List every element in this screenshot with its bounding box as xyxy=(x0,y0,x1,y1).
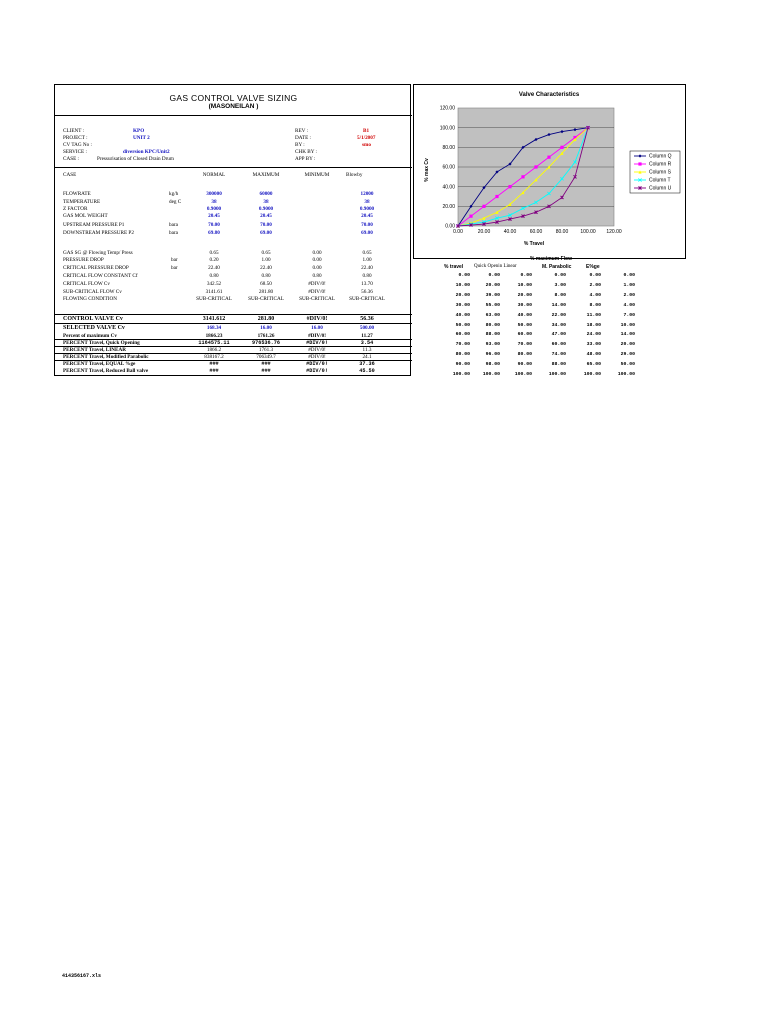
normal-value: ### xyxy=(209,368,219,374)
flow-cell: 11.00 xyxy=(586,312,601,318)
row-label: CRITICAL FLOW Cv xyxy=(63,281,110,287)
project-value: UNIT 2 xyxy=(133,135,150,141)
row-label: UPSTREAM PRESSURE P1 xyxy=(63,222,125,228)
maximum-value: ### xyxy=(261,361,271,367)
chart-title: Valve Characteristics xyxy=(518,92,580,98)
by-value: smo xyxy=(362,142,371,148)
maximum-value: 69.00 xyxy=(260,230,272,236)
normal-value: 0.65 xyxy=(209,250,219,256)
x-tick-label: 120.00 xyxy=(606,229,622,235)
flow-cell: 90.00 xyxy=(517,362,532,368)
flow-cell: 50.00 xyxy=(517,322,532,328)
minimum-value: 0.00 xyxy=(312,257,322,263)
minimum-value: #DIV/0! xyxy=(308,354,326,360)
blowby-value: 24.1 xyxy=(362,354,372,360)
divider xyxy=(55,115,412,116)
minimum-value: SUB-CRITICAL xyxy=(299,296,335,302)
minimum-value: #DIV/0! xyxy=(306,368,328,374)
flow-cell: 93.00 xyxy=(485,342,500,348)
blowby-value: 37.36 xyxy=(359,361,375,367)
service-label: SERVICE : xyxy=(63,149,87,155)
minimum-value: 16.00 xyxy=(311,325,323,331)
valve-characteristics-chart xyxy=(413,84,686,259)
normal-value: 3141.61 xyxy=(205,289,223,295)
case-label: CASE : xyxy=(63,156,79,162)
tag-label: CV TAG No : xyxy=(63,142,92,148)
y-tick-label: 20.00 xyxy=(442,204,455,211)
date-label: DATE : xyxy=(295,135,311,141)
minimum-value: #DIV/0! xyxy=(308,333,326,339)
blowby-value: 70.00 xyxy=(361,222,373,228)
blowby-value: 45.50 xyxy=(359,368,375,374)
flow-cell: 4.00 xyxy=(589,292,601,298)
flow-cell: 34.00 xyxy=(551,322,566,328)
maximum-value: 22.40 xyxy=(260,265,272,271)
row-unit: deg C xyxy=(169,199,182,205)
normal-value: 1164575.11 xyxy=(198,340,230,346)
flow-cell: 40.00 xyxy=(517,312,532,318)
normal-value: 0.9000 xyxy=(206,206,222,212)
divider xyxy=(55,167,412,168)
flow-cell: 50.00 xyxy=(620,362,635,368)
maximum-value: 70.00 xyxy=(260,222,272,228)
flow-cell: 20.00 xyxy=(620,342,635,348)
maximum-value: 0.65 xyxy=(261,250,271,256)
flow-cell: 80.00 xyxy=(455,352,470,358)
project-label: PROJECT : xyxy=(63,135,88,141)
client-value: KPO xyxy=(133,128,145,134)
normal-value: 300000 xyxy=(206,191,222,197)
sizing-sheet xyxy=(54,84,411,376)
flow-cell: 60.00 xyxy=(455,332,470,338)
flow-cell: 10.00 xyxy=(517,282,532,288)
normal-value: 38 xyxy=(211,199,217,205)
normal-value: 838167.2 xyxy=(204,354,224,360)
blowby-value: 69.00 xyxy=(361,230,373,236)
flow-cell: 60.00 xyxy=(517,332,532,338)
normal-value: 22.40 xyxy=(208,265,220,271)
row-unit: bara xyxy=(169,230,178,236)
rev-value: B1 xyxy=(363,128,370,134)
blowby-value: 20.45 xyxy=(361,213,373,219)
flow-cell: 7.00 xyxy=(623,312,635,318)
row-label: Z FACTOR xyxy=(63,206,88,212)
maximum-value: 0.80 xyxy=(261,273,271,279)
blowby-value: 3.54 xyxy=(360,340,374,346)
flow-cell: 55.00 xyxy=(485,302,500,308)
y-tick-label: 80.00 xyxy=(442,145,455,152)
flow-cell: 63.00 xyxy=(485,312,500,318)
normal-value: ### xyxy=(209,361,219,367)
flow-cell: 80.00 xyxy=(517,352,532,358)
flow-cell: 70.00 xyxy=(517,342,532,348)
blowby-value: 22.40 xyxy=(361,265,373,271)
flow-cell: 60.00 xyxy=(551,342,566,348)
flow-cell: 8.00 xyxy=(554,292,566,298)
flow-cell: 100.00 xyxy=(452,372,470,377)
minimum-value: 0.00 xyxy=(312,250,322,256)
data-point xyxy=(508,185,511,188)
footer-filename: 414356167.xls xyxy=(62,973,102,979)
flow-cell: 0.00 xyxy=(488,273,500,278)
flow-cell: 0.00 xyxy=(554,273,566,278)
blowby-value: 500.00 xyxy=(359,325,375,331)
normal-value: 20.45 xyxy=(208,213,220,219)
flow-cell: 14.00 xyxy=(551,302,566,308)
case-column-label: CASE xyxy=(63,172,77,178)
row-label: GAS MOL WEIGHT xyxy=(63,213,108,219)
minimum-value: 0.00 xyxy=(312,265,322,271)
flow-cell: 50.00 xyxy=(455,322,470,328)
maximum-value: 1761.3 xyxy=(258,347,274,353)
y-tick-label: 120.00 xyxy=(439,105,455,112)
x-tick-label: 40.00 xyxy=(503,229,517,235)
flow-cell: 1.00 xyxy=(623,282,635,288)
maximum-value: 60000 xyxy=(259,191,273,197)
flow-cell: 2.00 xyxy=(623,292,635,298)
normal-value: 0.80 xyxy=(209,273,219,279)
normal-value: 70.00 xyxy=(208,222,220,228)
client-label: CLIENT : xyxy=(63,128,85,134)
maximum-value: 976536.76 xyxy=(251,340,281,346)
legend xyxy=(630,151,680,193)
flow-cell: 90.00 xyxy=(455,362,470,368)
maximum-value: 20.45 xyxy=(260,213,272,219)
row-label: SUB-CRITICAL FLOW Cv xyxy=(63,289,122,295)
normal-value: 69.80 xyxy=(208,230,220,236)
quick-linear-header: Quick Openin Linear xyxy=(474,264,517,269)
data-point xyxy=(534,165,537,168)
reduced-ball-label: PERCENT Travel, Reduced Ball valve xyxy=(63,368,149,374)
x-tick-label: 20.00 xyxy=(477,229,491,235)
flow-cell: 98.00 xyxy=(485,362,500,368)
data-point xyxy=(638,162,641,165)
blowby-value: 12000 xyxy=(360,191,374,197)
minimum-value: #DIV/0! xyxy=(308,347,326,353)
travel-header: % travel xyxy=(444,264,464,270)
minimum-value: #DIV/0! xyxy=(306,361,328,367)
blowby-value: 38 xyxy=(364,199,370,205)
blowby-value: 0.9000 xyxy=(359,206,375,212)
modified-parabolic-label: PERCENT Travel, Modified Parabolic xyxy=(63,354,149,360)
flow-cell: 74.00 xyxy=(551,352,566,358)
x-tick-label: 100.00 xyxy=(580,229,596,235)
minimum-value: #DIV/0! xyxy=(306,316,328,322)
maximum-value: 16.00 xyxy=(260,325,272,331)
parabolic-header: M. Parabolic xyxy=(542,264,572,270)
minimum-value: #DIV/0! xyxy=(308,281,326,287)
flow-cell: 100.00 xyxy=(514,372,532,377)
minimum-header: MINIMUM xyxy=(304,172,330,178)
flow-cell: 65.00 xyxy=(586,362,601,368)
row-unit: kg/h xyxy=(169,191,179,197)
flow-cell: 24.00 xyxy=(586,332,601,338)
blowby-value: 1.00 xyxy=(362,257,372,263)
flow-cell: 88.00 xyxy=(551,362,566,368)
minimum-value: #DIV/0! xyxy=(306,340,328,346)
normal-value: 0.20 xyxy=(209,257,219,263)
blowby-value: SUB-CRITICAL xyxy=(349,296,385,302)
selected-valve-cv-label: SELECTED VALVE Cv xyxy=(63,325,125,331)
service-value: diversion KPC/Unit2 xyxy=(123,149,170,155)
minimum-value: #DIV/0! xyxy=(308,289,326,295)
normal-value: 342.52 xyxy=(206,281,222,287)
divider xyxy=(55,314,412,315)
divider xyxy=(55,323,412,324)
maximum-header: MAXIMUM xyxy=(252,172,280,178)
x-axis-label: % Travel xyxy=(523,241,545,247)
data-point xyxy=(521,175,524,178)
legend-label: Column T xyxy=(649,177,671,184)
flow-cell: 96.00 xyxy=(485,352,500,358)
chart-svg xyxy=(414,85,685,258)
blowby-value: 13.70 xyxy=(361,281,373,287)
flow-cell: 0.00 xyxy=(458,273,470,278)
x-tick-label: 0.00 xyxy=(453,229,463,235)
blowby-value: 11.27 xyxy=(361,333,373,339)
quick-opening-label: PERCENT Travel, Quick Opening xyxy=(63,340,140,346)
normal-value: 1866.23 xyxy=(205,333,223,339)
flow-cell: 30.00 xyxy=(517,302,532,308)
minimum-value: 0.80 xyxy=(312,273,322,279)
date-value: 5/1/2007 xyxy=(357,135,376,141)
data-point xyxy=(495,195,498,198)
flow-cell: 100.00 xyxy=(617,372,635,377)
maximum-value: ### xyxy=(261,368,271,374)
legend-label: Column Q xyxy=(649,153,672,160)
row-label: TEMPERATURE xyxy=(63,199,101,205)
blowby-value: 56.36 xyxy=(360,316,374,322)
row-label: FLOWRATE xyxy=(63,191,91,197)
row-unit: bara xyxy=(169,222,178,228)
flow-cell: 0.00 xyxy=(589,273,601,278)
row-label: CRITICAL PRESSURE DROP xyxy=(63,265,129,271)
data-point xyxy=(482,205,485,208)
y-tick-label: 40.00 xyxy=(442,184,455,191)
flow-cell: 48.00 xyxy=(586,352,601,358)
legend-label: Column R xyxy=(649,161,672,168)
data-point xyxy=(547,156,550,159)
flow-cell: 30.00 xyxy=(455,302,470,308)
normal-value: 168.34 xyxy=(206,325,222,331)
flow-cell: 88.00 xyxy=(485,332,500,338)
sheet-title: GAS CONTROL VALVE SIZING xyxy=(169,93,298,103)
rev-label: REV : xyxy=(295,128,309,134)
flow-cell: 8.00 xyxy=(589,302,601,308)
case-value: Pressurisation of Closed Drain Drum xyxy=(97,156,174,162)
blowby-value: 11.3 xyxy=(362,347,372,353)
flow-cell: 0.00 xyxy=(623,273,635,278)
legend-label: Column S xyxy=(649,169,671,176)
maximum-value: 706349.7 xyxy=(256,354,276,360)
linear-label: PERCENT Travel, LINEAR xyxy=(63,347,126,353)
flow-cell: 47.00 xyxy=(551,332,566,338)
flow-cell: 14.00 xyxy=(620,332,635,338)
flow-cell: 3.00 xyxy=(554,282,566,288)
normal-value: 1866.2 xyxy=(206,347,222,353)
equal-percent-label: PERCENT Travel, EQUAL %ge xyxy=(63,361,136,367)
flow-table-title: % maximum Flow xyxy=(530,256,572,262)
blowby-header: Blowby xyxy=(346,172,363,178)
by-label: BY : xyxy=(295,142,305,148)
sheet-subtitle: (MASONEILAN ) xyxy=(208,103,259,110)
row-unit: bar xyxy=(171,257,178,263)
row-label: CRITICAL FLOW CONSTANT Cf xyxy=(63,273,138,279)
maximum-value: 1761.26 xyxy=(257,333,275,339)
y-tick-label: 100.00 xyxy=(439,125,455,132)
maximum-value: 1.00 xyxy=(261,257,271,263)
maximum-value: 0.9000 xyxy=(258,206,274,212)
normal-header: NORMAL xyxy=(202,172,226,178)
flow-cell: 39.00 xyxy=(485,292,500,298)
percent-max-cv-label: Percent of maximum Cv xyxy=(63,333,117,339)
flow-cell: 70.00 xyxy=(455,342,470,348)
normal-value: SUB-CRITICAL xyxy=(196,296,232,302)
flow-cell: 33.00 xyxy=(586,342,601,348)
flow-cell: 100.00 xyxy=(482,372,500,377)
flow-cell: 22.00 xyxy=(551,312,566,318)
row-unit: bar xyxy=(171,265,178,271)
y-tick-label: 60.00 xyxy=(442,164,455,171)
flow-cell: 4.00 xyxy=(623,302,635,308)
legend-label: Column U xyxy=(649,185,672,192)
normal-value: 3141.612 xyxy=(202,316,226,322)
chk-label: CHK BY : xyxy=(295,149,318,155)
blowby-value: 0.80 xyxy=(362,273,372,279)
row-label: PRESSURE DROP xyxy=(63,257,104,263)
flow-cell: 0.00 xyxy=(520,273,532,278)
flow-cell: 20.00 xyxy=(485,282,500,288)
flow-cell: 20.00 xyxy=(455,292,470,298)
x-tick-label: 60.00 xyxy=(529,229,543,235)
blowby-value: 56.36 xyxy=(361,289,373,295)
control-valve-cv-label: CONTROL VALVE Cv xyxy=(63,316,123,322)
row-label: FLOWING CONDITION xyxy=(63,296,118,302)
row-label: DOWNSTREAM PRESSURE P2 xyxy=(63,230,134,236)
maximum-value: 281.80 xyxy=(258,289,274,295)
flow-cell: 40.00 xyxy=(455,312,470,318)
flow-cell: 100.00 xyxy=(583,372,601,377)
data-point xyxy=(469,215,472,218)
flow-cell: 10.00 xyxy=(455,282,470,288)
y-axis-label: % max Cv xyxy=(424,158,430,182)
flow-cell: 10.00 xyxy=(620,322,635,328)
maximum-value: SUB-CRITICAL xyxy=(248,296,284,302)
flow-cell: 100.00 xyxy=(548,372,566,377)
flow-cell: 80.00 xyxy=(485,322,500,328)
equal-header: E%ge xyxy=(586,264,600,270)
flow-cell: 29.00 xyxy=(620,352,635,358)
flow-cell: 20.00 xyxy=(517,292,532,298)
app-label: APP BY : xyxy=(295,156,316,162)
flow-cell: 18.00 xyxy=(586,322,601,328)
data-point xyxy=(560,146,563,149)
maximum-value: 38 xyxy=(263,199,269,205)
x-tick-label: 80.00 xyxy=(555,229,569,235)
row-label: GAS SG @ Flowing Temp/ Press xyxy=(63,250,133,256)
maximum-value: 281.80 xyxy=(257,316,275,322)
maximum-value: 68.50 xyxy=(260,281,272,287)
blowby-value: 0.65 xyxy=(362,250,372,256)
flow-cell: 2.00 xyxy=(589,282,601,288)
y-tick-label: 0.00 xyxy=(445,223,455,230)
